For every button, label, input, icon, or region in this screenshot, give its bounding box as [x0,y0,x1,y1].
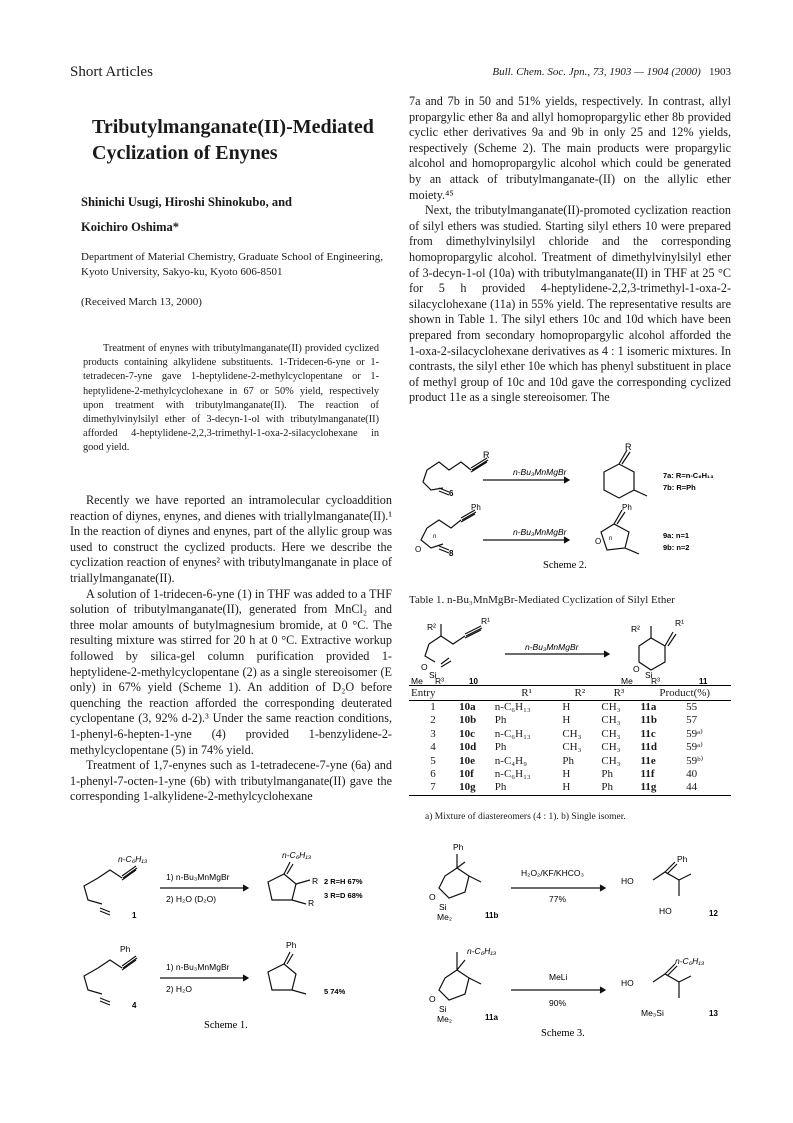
table-cell: 11a [640,701,657,713]
yield-label: 3 R=D 68% [324,891,363,900]
table-cell: 10c [459,727,475,740]
o-label: O [421,662,428,672]
compound-number: 6 [449,489,454,498]
reagent-label: n-Bu₃MnMgBr [525,642,579,652]
yield-label: 77% [549,894,567,904]
r-label: R [625,442,632,452]
r3-label: R³ [651,676,660,684]
table-cell: 55 [686,701,698,713]
scheme-2-figure [409,440,739,592]
si-label: Si [439,902,447,912]
body-left-column [70,493,392,805]
table-row [409,781,731,795]
paragraph: A solution of 1-tridecen-6-yne (1) in THF was added to a THF solution of tributylmanganate(II), generated from MnCl₂ and three molar amounts of butylmagnesium bromide, at 0 °C. The resulting mixture was stirred for 20 h at 0 °C. Extractive workup followed by silica-gel column purification provided 1-heptylidene-2-methylcyclopentane (2) as a single stereoisomer (E only) in 67% yield (Scheme 1). An addition of D₂O before quenching the reaction afforded the corresponding deuterated cyclopentane (3, 92% d-2).³ Under the same reaction conditions, 1-phenyl-6-hepten-1-yne (4) provided 1-benzylidene-2-methylcyclopentane (5) in 74% yield. [70,586,392,757]
abstract: Treatment of enynes with tributylmanganate(II) provided cyclized products containing alkylidene substituents. 1-Tridecen-6-yne or 1-tetradecen-7-yne gave 1-heptylidene-2-methylcyclopentane or 1-heptylidene-2-methylcyclohexane in 67 or 50% yield, respectively upon treatment with tributylmanganate(II). The reaction of dimethylvinylsilyl ether of 3-decyn-1-ol with tributylmanganate(II) afforded 4-heptylidene-2,2,3-trimethyl-1-oxa-2-silacyclohexane in good yield. [83,343,379,454]
paragraph: Next, the tributylmanganate(II)-promoted cyclization reaction of silyl ethers was studied. Starting silyl ethers 10 were prepared from dimethylvinylsilyl chloride and the corresponding homopropargylic alcohol. Treatment of dimethylvinylsilyl ether of 3-decyn-1-ol (10a) with tributylmanganate(II) in THF at 25 °C for 5 h provided 4-heptylidene-2,2,3-trimethyl-1-oxa-2-silacyclohexane (11a) in 55% yield. The representative results are shown in Table 1. The silyl ethers 10c and 10d which have been prepared from secondary homopropargylic alcohol afforded the 1-oxa-2-silacyclohexane derivatives as 4 : 1 isomeric mixtures. In contrasts, the silyl ether 10e which has phenyl substituent in place of methyl group of 10c and 10d gave the corresponding cyclized product 11e as a single stereoisomer. The [409,203,731,405]
table-cell: n-C₆H₁₃ [494,701,531,713]
table-header-row [409,686,731,701]
table-cell: 11g [638,781,684,795]
table-cell: n-C₆H₁₃ [494,727,531,740]
yield-label: 5 74% [324,987,346,996]
body-right-column [409,94,731,406]
authors [81,190,381,240]
o-label: O [415,545,422,554]
column-header: R³ [599,686,638,701]
reagent-label: 1) n-Bu₃MnMgBr [166,872,230,882]
journal-pages: 1903 — 1904 (2000) [609,66,701,78]
compound-number: 12 [709,909,718,918]
si-label: Si [429,670,437,680]
table-cell: 2 [430,714,436,727]
me2-label: Me₂ [437,912,453,922]
table-cell: n-C₄H₉ [494,754,527,767]
table-row [409,701,731,715]
table-row [409,728,731,741]
journal-name: Bull. Chem. Soc. Jpn., [492,66,591,78]
table-cell: CH₃ [601,741,621,754]
table-cell: 10g [457,781,493,795]
n-label: n [609,536,613,542]
table-cell: 44 [684,781,731,795]
ph-label: Ph [471,503,481,512]
table-cell: CH₃ [601,701,621,713]
legend-7b: 7b: R=Ph [663,483,696,492]
legend-9b: 9b: n=2 [663,543,690,552]
table-cell: 59ᵃ⁾ [686,727,703,740]
table-row [409,755,731,768]
authors-line-1: Shinichi Usugi, Hiroshi Shinokubo, and [81,195,292,209]
received-date: (Received March 13, 2000) [81,296,202,308]
table-cell: Ph [601,768,614,781]
table-cell: 11b [640,714,657,727]
r1-label: R¹ [675,618,684,628]
table-cell: 10a [459,701,476,713]
scheme-3-figure [409,840,739,1040]
table-cell: Ph [494,741,507,754]
table-cell: 10d [459,741,477,754]
table-cell: 11c [640,727,656,740]
column-header: R² [560,686,599,701]
table-cell: CH₃ [562,727,582,740]
authors-line-2: Koichiro Oshima* [81,220,180,234]
r2-label: R² [631,624,640,634]
reagent-label: n-Bu₃MnMgBr [513,527,567,537]
n-label: n [433,534,437,540]
reagent-label: H₂O₂/KF/KHCO₃ [521,868,584,878]
me-label: Me [621,676,633,684]
si-label: Si [645,670,653,680]
ph-label: Ph [677,854,688,864]
compound-number: 8 [449,549,454,558]
si-label: Si [439,1004,447,1014]
substituent-label: n-C₆H₁₃ [675,956,705,966]
reagent-label: 2) H₂O [166,984,192,994]
ph-label: Ph [622,503,632,512]
o-label: O [633,664,640,674]
column-header [457,686,493,701]
r-label: R [308,898,315,908]
page-number: 1903 [709,66,731,78]
table-cell: 5 [430,754,436,767]
table-cell: CH₃ [601,727,621,740]
table-row [409,714,731,727]
compound-number: 1 [132,911,137,920]
table-cell: 3 [430,727,436,740]
journal-citation [492,66,731,78]
table-1 [409,685,731,796]
legend-9a: 9a: n=1 [663,531,690,540]
ho-label: HO [621,978,634,988]
table-cell: Ph [493,781,561,795]
r3-label: R³ [435,676,444,684]
yield-label: 2 R=H 67% [324,877,363,886]
r-label: R [312,876,319,886]
scheme-1-figure [70,848,400,1038]
table-cell: CH₃ [562,741,582,754]
o-label: O [429,892,436,902]
table-cell: H [560,781,599,795]
table-cell: 59ᵃ⁾ [686,741,703,754]
table-cell: H [562,768,571,781]
r2-label: R² [427,622,436,632]
r1-label: R¹ [481,616,490,626]
compound-number: 11 [699,677,708,684]
table-cell: n-C₆H₁₃ [494,768,531,781]
reagent-label: 1) n-Bu₃MnMgBr [166,962,230,972]
table-cell: 7 [409,781,457,795]
reagent-label: n-Bu₃MnMgBr [513,467,567,477]
journal-volume: 73, [592,66,607,78]
table-cell: 1 [430,701,436,713]
table-caption: Table 1. n-Bu₃MnMgBr-Mediated Cyclization of Silyl Ether [409,594,675,606]
ph-label: Ph [120,944,131,954]
paragraph: Recently we have reported an intramolecular cycloaddition reaction of diynes, enynes, and dienes with triallylmanganate(II).¹ In the reaction of diynes and enynes, part of the allylic group was used to construct the cyclized products. Here we describe the cyclization reaction of enynes² with tributylmanganate in place of triallylmanganate(II). [70,493,392,585]
ho-label: HO [621,876,634,886]
scheme-caption: Scheme 3. [541,1028,585,1039]
compound-number: 11b [485,911,499,920]
table-row [409,768,731,781]
section-label: Short Articles [70,64,153,80]
compound-number: 10 [469,677,478,684]
table-cell: 10b [459,714,477,727]
table-cell: Ph [494,714,507,727]
ph-label: Ph [453,842,464,852]
scheme-caption: Scheme 2. [543,560,587,571]
substituent-label: n-C₆H₁₃ [282,850,312,860]
me3si-label: Me₃Si [641,1008,664,1018]
ph-label: Ph [286,940,297,950]
table-cell: 10f [459,768,474,781]
table-cell: 59ᵇ⁾ [686,754,704,767]
compound-number: 13 [709,1009,718,1018]
table-cell: 6 [430,768,436,781]
me-label: Me [411,676,423,684]
compound-number: 11a [485,1013,498,1022]
table-cell: CH₃ [601,714,621,727]
legend-7a: 7a: R=n-C₆H₁₃ [663,471,714,480]
table-cell: H [562,701,571,713]
table-cell: H [562,714,571,727]
paragraph: 7a and 7b in 50 and 51% yields, respectively. In contrast, allyl propargylic ether 8a and allyl homopropargylic ether 8b provided cyclic ether derivatives 9a and 9b in only 25 and 12% yields, respectively (Scheme 2). The main products were propargylic alcohol and homopropargylic alcohol which could be generated by an attack of tributylmanganate-(II) on the allylic ether moiety.⁴⁵ [409,94,731,202]
column-header: Entry [409,686,457,701]
scheme-caption: Scheme 1. [204,1020,248,1031]
r-label: R [483,450,490,460]
table-cell: Ph [599,781,638,795]
reagent-label: MeLi [549,972,568,982]
column-header: Product(%) [638,686,731,701]
ho-label: HO [659,906,672,916]
me2-label: Me₂ [437,1014,453,1024]
reagent-label: 2) H₂O (D₂O) [166,894,217,904]
substituent-label: n-C₆H₁₃ [467,946,497,956]
table-1-scheme [409,612,731,684]
o-label: O [429,994,436,1004]
table-cell: 10e [459,754,475,767]
article-title: Tributylmanganate(II)-Mediated Cyclization of Enynes [92,116,374,164]
table-row [409,741,731,754]
yield-label: 90% [549,998,567,1008]
table-cell: CH₃ [601,754,621,767]
table-cell: 11f [640,768,655,781]
table-cell: 40 [686,768,698,781]
substituent-label: n-C₆H₁₃ [118,854,148,864]
table-cell: 11d [640,741,657,754]
o-label: O [595,537,602,546]
paragraph: Treatment of 1,7-enynes such as 1-tetradecene-7-yne (6a) and 1-phenyl-7-octen-1-yne (6b) with tributylmanganate(II) gave the corresponding 1-alkylidene-2-methylcyclohexane [70,758,392,804]
compound-number: 4 [132,1001,137,1010]
affiliation: Department of Material Chemistry, Graduate School of Engineering, Kyoto University, Sakyo-ku, Kyoto 606-8501 [81,251,384,278]
table-cell: 57 [686,714,698,727]
column-header: R¹ [493,686,561,701]
table-cell: 11e [640,754,656,767]
table-cell: Ph [562,754,574,767]
table-footnote: a) Mixture of diastereomers (4 : 1). b) Single isomer. [425,812,626,822]
table-cell: 4 [430,741,436,754]
